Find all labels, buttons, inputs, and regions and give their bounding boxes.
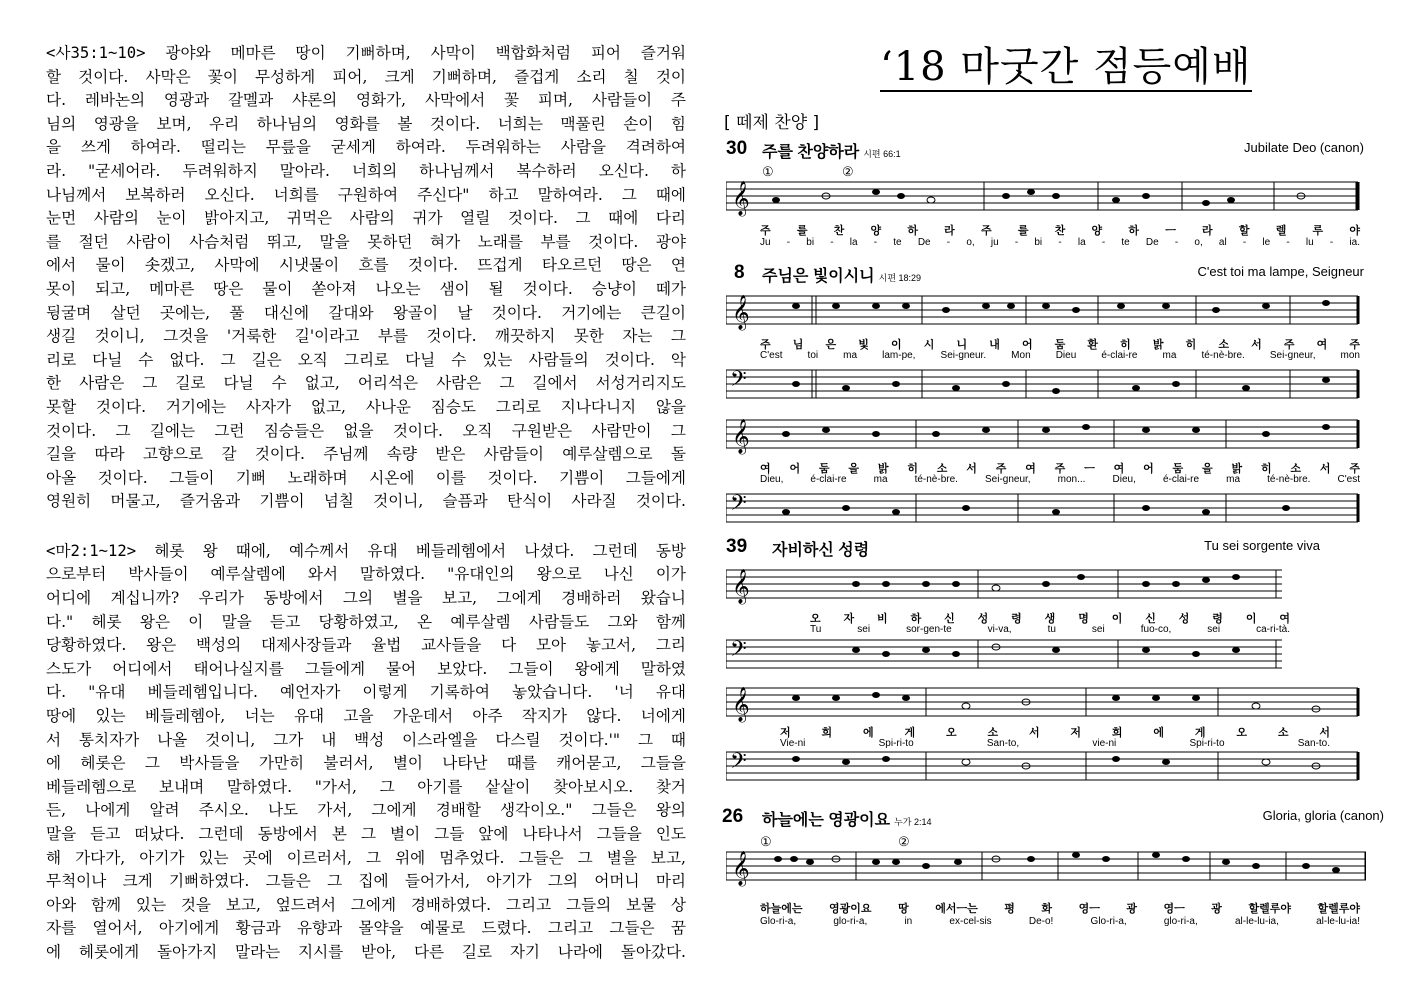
passage-line [46, 799, 686, 823]
scripture-column [46, 42, 686, 965]
passage-text: 헤롯 왕 때에, 예수께서 유대 베들레헴에서 나셨다. 그런데 동방 [136, 541, 686, 560]
passage-text: 자를 열어서, 아기에게 황금과 유향과 몰약을 예물로 드렸다. 그리고 그들은 꿈 [46, 919, 686, 938]
hymn-8 [720, 262, 1370, 397]
hymn-lyrics-korean: 주 님 은 빛 이 시 니 내 어 둠 환 히 밝 히 소 서 주 여 주 [760, 339, 1360, 351]
music-staff-bass [726, 636, 1366, 676]
passage-text: 다. "유대 베들레헴입니다. 예언자가 이렇게 기록하여 놓았습니다. '너 유대 [46, 683, 686, 702]
passage-text: 베들레헴으로 보내며 말하였다. "가서, 그 아기를 샅샅이 찾아보시오. 찾거 [46, 777, 686, 796]
passage-text: 못할 것이다. 거기에는 사자가 없고, 사나운 짐승도 그리로 지나다니지 않을 [46, 397, 686, 416]
passage-text: 아와 함께 있는 것을 보고, 엎드려서 그에게 경배하였다. 그리고 그들의 보물 상 [46, 895, 686, 914]
passage-reference: <사35:1~10> [46, 44, 146, 62]
passage-text: 눈먼 사람의 눈이 밝아지고, 귀먹은 사람의 귀가 열릴 것이다. 그 때에 다리 [46, 209, 686, 228]
passage-line [46, 113, 686, 137]
hymn-lyrics-french: Dieu, é-clai-re ma té-nè-bre. Sei-gneur, mon... Dieu, é-clai-re ma té-nè-bre. C'est [760, 474, 1360, 485]
passage-text: 다. 레바논의 영광과 갈멜과 샤론의 영화가, 사막에서 꽃 피며, 사람들이 주 [46, 91, 686, 110]
passage-line [46, 776, 686, 800]
svg-text:𝄢: 𝄢 [730, 637, 747, 667]
music-staff-treble [726, 684, 1366, 724]
passage-line [46, 894, 686, 918]
passage-text: 광야와 메마른 땅이 기뻐하며, 사막이 백합화처럼 피어 즐거워 [145, 44, 686, 62]
passage-text: 님의 영광을 보며, 우리 하나님의 영화를 볼 것이다. 너희는 맥풀린 손이 힘 [46, 114, 686, 133]
passage-text: 라. "굳세어라. 두려워하지 말아라. 너희의 하나님께서 복수하러 오신다. 하 [46, 161, 686, 180]
passage-line [46, 278, 686, 302]
music-staff-treble [726, 416, 1366, 456]
canon-marker-2: ② [898, 834, 910, 849]
music-staff [726, 178, 1366, 218]
svg-text:𝄞: 𝄞 [732, 295, 750, 330]
passage-line [46, 372, 686, 396]
svg-text:𝄢: 𝄢 [730, 367, 747, 397]
hymn-title: 자비하신 성령 [772, 542, 870, 559]
music-staff-treble [726, 566, 1366, 606]
passage-line [46, 729, 686, 753]
passage-text: 를 절던 사람이 사슴처럼 뛰고, 말을 못하던 혀가 노래를 부를 것이다. 광야 [46, 232, 686, 251]
passage-line [46, 587, 686, 611]
svg-text:𝄢: 𝄢 [730, 749, 747, 779]
passage-text: 리로 다닐 수 없다. 그 길은 오직 그리로 다닐 수 있는 사람들의 것이다. 악 [46, 350, 686, 369]
svg-text:𝄞: 𝄞 [732, 687, 750, 722]
hymn-title: 하늘에는 영광이요 누가 2:14 [762, 812, 932, 829]
passage-line [46, 490, 686, 514]
passage-text: 것이다. 그 길에는 그런 짐승들은 없을 것이다. 오직 구원받은 사람만이 그 [46, 421, 686, 440]
hymn-lyrics-korean: 하늘에는 영광이요 땅 에서ㅡ는 평 화 영ㅡ 광 영ㅡ 광 할렐루야 할렐루야 [760, 903, 1360, 915]
hymn-title: 주님은 빛이시니 시편 18:29 [762, 268, 922, 285]
canon-marker-2: ② [842, 164, 854, 179]
passage-text: 못이 되고, 메마른 땅은 물이 쏟아져 나오는 샘이 될 것이다. 승냥이 떼가 [46, 279, 686, 298]
passage-text: 길을 따라 고향으로 갈 것이다. 주님께 속량 받은 사람들이 예루살렘으로 돌 [46, 445, 686, 464]
passage-line [46, 136, 686, 160]
music-staff-bass [726, 366, 1366, 406]
hymn-39 [720, 536, 1370, 667]
music-column [720, 0, 1384, 992]
hymn-original-title: Jubilate Deo (canon) [1244, 140, 1364, 155]
passage-text: 생길 것이니, 그것을 '거룩한 길'이라고 부를 것이다. 깨끗하지 못한 자는 그 [46, 327, 686, 346]
passage-text: 아올 것이다. 그들이 기뻐 노래하며 시온에 이를 것이다. 기쁨이 그들에게 [46, 468, 686, 487]
passage-line [46, 847, 686, 871]
hymn-lyrics-korean: 오 자 비 하 신 성 령 생 명 이 신 성 령 이 여 [810, 613, 1290, 625]
passage-line [46, 467, 686, 491]
hymn-lyrics-italian: Tu sei sor-gen-te vi-va, tu sei fuo-co, sei ca-ri-tà. [810, 624, 1290, 635]
hymn-original-title: Tu sei sorgente viva [1204, 538, 1320, 553]
hymn-26 [720, 806, 1384, 927]
music-staff [726, 848, 1366, 888]
page-title: ‘18 마굿간 점등예배 [880, 44, 1252, 90]
passage-reference: <마2:1~12> [46, 541, 137, 560]
music-staff-bass [726, 748, 1366, 788]
passage-text: 에 헤롯은 그 박사들을 가만히 불러서, 별이 나타난 때를 캐어묻고, 그들을 [46, 754, 686, 773]
passage-text: 을 쓰게 하여라. 떨리는 무릎을 굳세게 하여라. 두려워하는 사람을 격려하여 [46, 138, 686, 157]
svg-text:𝄞: 𝄞 [732, 181, 750, 216]
svg-text:𝄞: 𝄞 [732, 851, 750, 886]
music-staff-bass [726, 490, 1366, 530]
passage-text: 무척이나 크게 기뻐하였다. 그들은 그 집에 들어가서, 아기가 그의 어머니 마리 [46, 872, 686, 891]
passage-text: 한 사람은 그 길로 다닐 수 없고, 어리석은 사람은 그 길에서 서성거리지도 [46, 374, 686, 393]
hymn-lyrics-french: C'est toi ma lam-pe, Sei-gneur. Mon Dieu é-clai-re ma té-nè-bre. Sei-gneur, mon [760, 350, 1360, 361]
passage-text: 어디에 계십니까? 우리가 동방에서 그의 별을 보고, 그에게 경배하러 왔습니 [46, 589, 686, 608]
passage-line [46, 658, 686, 682]
passage-text: 땅에 있는 베들레헴아, 너는 유대 고을 가운데서 아주 작지가 않다. 너에게 [46, 707, 686, 726]
passage-line [46, 89, 686, 113]
hymn-number: 8 [734, 262, 745, 283]
passage-text: 말을 듣고 떠났다. 그런데 동방에서 본 그 별이 그들 앞에 나타나서 그들을 인도 [46, 825, 686, 843]
passage-isaiah [46, 42, 686, 514]
passage-text: 할 것이다. 사막은 꽃이 무성하게 피어, 크게 기뻐하며, 즐겁게 소리 칠 것이 [46, 67, 686, 86]
passage-line [46, 207, 686, 231]
hymn-lyrics-korean: 주 를 찬 양 하 라 주 를 찬 양 하 ㅡ 라 할 렐 루 야 [760, 225, 1360, 237]
passage-line [46, 325, 686, 349]
passage-line [46, 634, 686, 658]
passage-text: 당황하였다. 왕은 백성의 대제사장들과 율법 교사들을 다 모아 놓고서, 그리 [46, 636, 686, 655]
passage-line [46, 823, 686, 847]
passage-text: 뒹굴며 살던 곳에는, 풀 대신에 갈대와 왕골이 날 것이다. 거기에는 큰길이 [46, 303, 686, 322]
passage-line [46, 941, 686, 965]
passage-line [46, 540, 686, 564]
svg-text:𝄞: 𝄞 [732, 419, 750, 454]
hymn-original-title: Gloria, gloria (canon) [1262, 808, 1384, 823]
passage-line [46, 563, 686, 587]
passage-line [46, 611, 686, 635]
passage-text: 나님께서 보복하러 오신다. 너희를 구원하여 주신다" 하고 말하여라. 그 때에 [46, 185, 686, 204]
passage-text: 다." 헤롯 왕은 이 말을 듣고 당황하였고, 온 예루살렘 사람들도 그와 함께 [46, 612, 686, 631]
passage-line [46, 42, 686, 66]
passage-line [46, 254, 686, 278]
passage-line [46, 302, 686, 326]
passage-line [46, 396, 686, 420]
canon-marker-1: ① [760, 834, 772, 849]
section-label: [ 떼제 찬양 ] [724, 113, 820, 133]
passage-text: 에 헤롯에게 돌아가지 말라는 지시를 받아, 다른 길로 자기 나라에 돌아갔다. [46, 942, 686, 961]
passage-line [46, 752, 686, 776]
hymn-original-title: C'est toi ma lampe, Seigneur [1197, 264, 1364, 279]
hymn-number: 26 [722, 806, 744, 827]
passage-text: 든, 나에게 알려 주시오. 나도 가서, 그에게 경배할 생각이오." 그들은 왕의 [46, 801, 686, 820]
passage-line [46, 349, 686, 373]
passage-line [46, 231, 686, 255]
passage-text: 으로부터 박사들이 예루살렘에 와서 말하였다. "유대인의 왕으로 나신 이가 [46, 565, 686, 584]
hymn-lyrics-korean: 저 희 에 게 오 소 서 저 희 에 게 오 소 서 [780, 727, 1330, 739]
passage-line [46, 420, 686, 444]
passage-text: 스도가 어디에서 태어나실지를 그들에게 물어 보았다. 그들이 왕에게 말하였 [46, 659, 686, 678]
passage-line [46, 184, 686, 208]
canon-marker-1: ① [762, 164, 774, 179]
passage-text: 해 가다가, 아기가 있는 곳에 이르러서, 그 위에 멈추었다. 그들은 그 별을 보고, [46, 848, 686, 867]
passage-line [46, 705, 686, 729]
passage-text: 에서 물이 솟겠고, 사막에 시냇물이 흐를 것이다. 뜨겁게 타오르던 땅은 연 [46, 256, 686, 275]
passage-text: 서 통치자가 나올 것이니, 그가 내 백성 이스라엘을 다스릴 것이다.'" 그 때 [46, 730, 686, 749]
music-staff-treble [726, 292, 1366, 332]
passage-line [46, 917, 686, 941]
hymn-number: 30 [726, 138, 748, 159]
hymn-number: 39 [726, 536, 748, 557]
hymn-30 [720, 138, 1370, 248]
hymn-lyrics-italian: Vie-ni Spi-ri-to San-to, vie-ni Spi-ri-to San-to. [780, 738, 1330, 749]
hymn-lyrics-latin: Ju - bi - la - te De - o, ju - bi - la - te De - o, al - le - lu - ia. [760, 237, 1360, 248]
passage-line [46, 160, 686, 184]
passage-text: 영원히 머물고, 즐거움과 기쁨이 넘칠 것이니, 슬픔과 탄식이 사라질 것이다. [46, 492, 686, 511]
svg-text:𝄞: 𝄞 [732, 569, 750, 604]
passage-line [46, 443, 686, 467]
svg-text:𝄢: 𝄢 [730, 491, 747, 521]
passage-line [46, 870, 686, 894]
hymn-lyrics-korean: 여 어 둠 을 밝 히 소 서 주 여 주 ㅡ 여 어 둠 을 밝 히 소 서 주 [760, 463, 1360, 475]
passage-matthew [46, 540, 686, 965]
passage-line [46, 66, 686, 90]
passage-line [46, 681, 686, 705]
hymn-title: 주를 찬양하라 시편 66:1 [762, 144, 901, 161]
hymn-lyrics-latin: Glo-ri-a, glo-ri-a, in ex-cel-sis De-o! Glo-ri-a, glo-ri-a, al-le-lu-ia, al-le-lu-ia! [760, 916, 1360, 927]
